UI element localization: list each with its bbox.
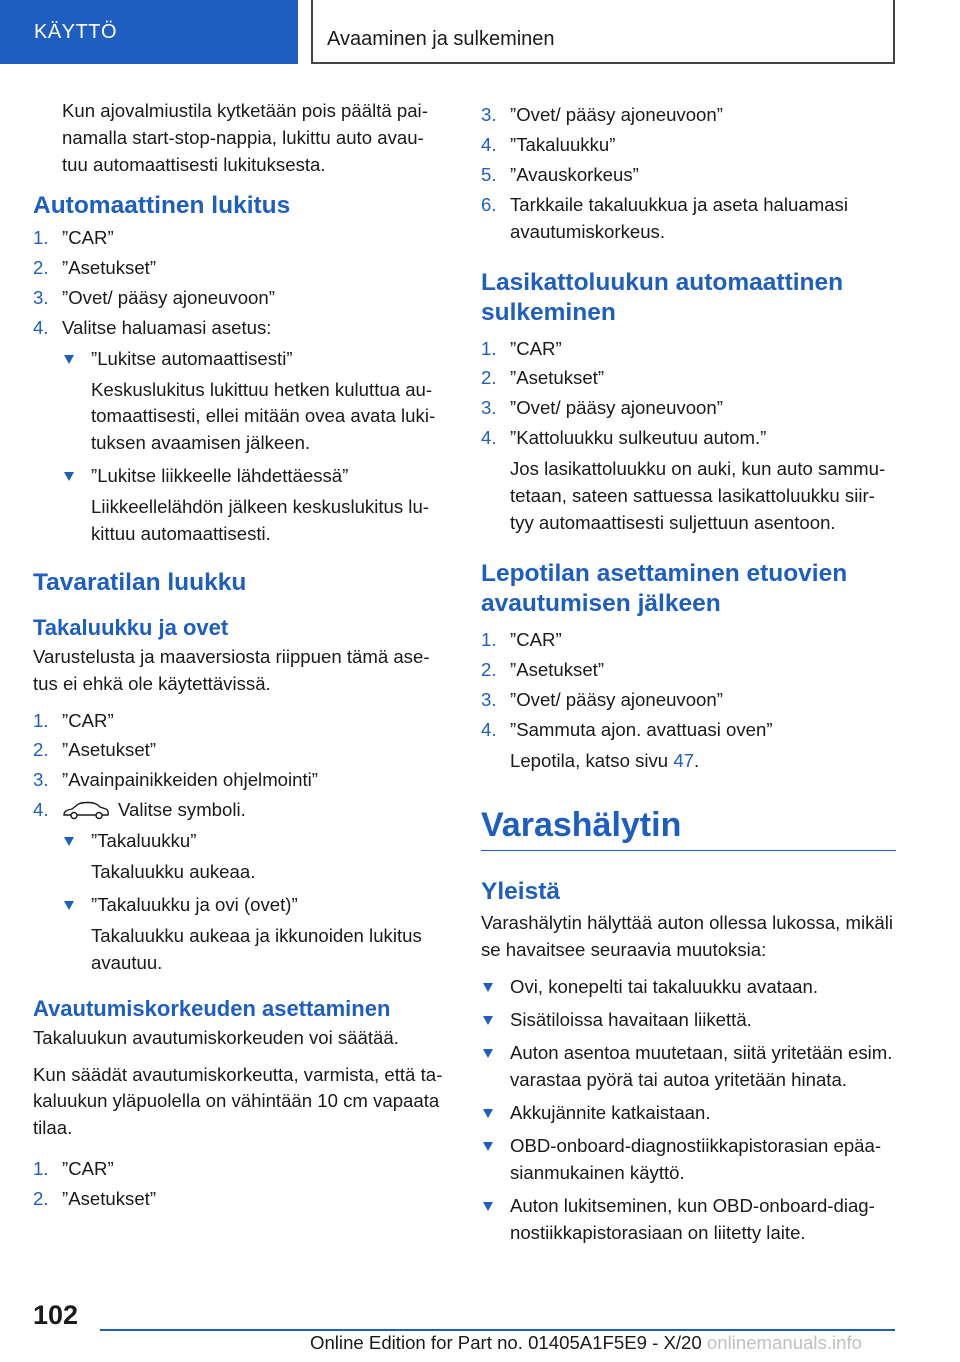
list-item: 1. ”CAR” xyxy=(33,1158,114,1180)
page-reference-link[interactable]: 47 xyxy=(673,749,694,771)
trunk-note: Varustelusta ja maaversiosta riippuen tämä ase-tus ei ehkä ole käytettävissä. xyxy=(33,645,430,694)
left-column xyxy=(33,98,448,1221)
rest-steps xyxy=(481,627,896,775)
list-item: 2. ”Asetukset” xyxy=(33,739,157,761)
heading-tailgate-doors: Takaluukku ja ovet xyxy=(33,615,229,641)
list-item: Akkujännite katkaistaan. xyxy=(481,1100,896,1127)
list-item: ”Lukitse automaattisesti” Keskuslukitus lukittuu hetken kuluttua au-tomaattisesti, ellei mitään ovea avata luki-tuksen avaamisen jälkeen. xyxy=(62,346,448,458)
list-item: 1. ”CAR” xyxy=(33,226,114,248)
rest-reference: Lepotila, katso sivu 47. xyxy=(510,749,700,771)
sunroof-steps xyxy=(481,336,896,538)
heading-rest-mode: Lepotilan asettaminen etuovien avautumisen jälkeen xyxy=(481,560,848,618)
header-title: Avaaminen ja sulkeminen xyxy=(327,28,555,50)
page-number: 102 xyxy=(33,1300,79,1330)
list-item: 4. Valitse haluamasi asetus: ”Lukitse automaattisesti” Keskuslukitus lukittuu hetken kuluttua au-tomaattisesti, ellei mitään ovea avata luki-tuksen avaamisen jälkeen. ”Lukitse liikkeelle lähdettäessä” Liikkeellelähdön jälkeen keskuslukitus lu-kittuu automaattisesti. xyxy=(33,315,448,549)
triangle-bullet-icon xyxy=(483,1016,493,1025)
list-item: 1. ”CAR” xyxy=(481,337,562,359)
list-item: 2. ”Asetukset” xyxy=(481,367,605,389)
list-item: Auton lukitseminen, kun OBD-onboard-diag-nostiikkapistorasiaan on liitetty laite. xyxy=(481,1193,896,1247)
list-item: 3. ”Ovet/ pääsy ajoneuvoon” xyxy=(481,688,723,710)
list-item: Sisätiloissa havaitaan liikettä. xyxy=(481,1007,896,1034)
header-title-box xyxy=(311,0,895,64)
list-item: 4. ”Kattoluukku sulkeutuu autom.” Jos lasikattoluukku on auki, kun auto sammu-tetaan, sateen sattuessa lasikattoluukku siir-tyy automaattisesti suljettuun asentoon. xyxy=(481,425,896,537)
triangle-bullet-icon xyxy=(64,472,74,481)
height-steps xyxy=(33,1156,448,1213)
list-item: ”Lukitse liikkeelle lähdettäessä” Liikkeellelähdön jälkeen keskuslukitus lu-kittuu automaattisesti. xyxy=(62,463,448,548)
alarm-intro: Varashälytin hälyttää auton ollessa lukossa, mikäli se havaitsee seuraavia muutoksia: xyxy=(481,912,894,961)
triangle-bullet-icon xyxy=(64,901,74,910)
list-item: Auton asentoa muutetaan, siitä yritetään esim. varastaa pyörä tai autoa yritetään hinata. xyxy=(481,1040,896,1094)
triangle-bullet-icon xyxy=(483,983,493,992)
triangle-bullet-icon xyxy=(483,1142,493,1151)
list-item: 3. ”Ovet/ pääsy ajoneuvoon” xyxy=(481,104,723,125)
heading-sunroof: Lasikattoluukun automaattinen sulkeminen xyxy=(481,268,844,326)
sunroof-description: Jos lasikattoluukku on auki, kun auto sammu-tetaan, sateen sattuessa lasikattoluukku siir-tyy automaattisesti suljettuun asentoon. xyxy=(510,458,886,534)
height-paragraph-1: Takaluukun avautumiskorkeuden voi säätää. xyxy=(33,1026,399,1048)
heading-opening-height: Avautumiskorkeuden asettaminen xyxy=(33,996,391,1022)
triangle-bullet-icon xyxy=(64,837,74,846)
height-steps-continued xyxy=(481,102,896,246)
list-item: 1. ”CAR” xyxy=(33,709,114,731)
list-item: 6. Tarkkaile takaluukkua ja aseta haluamasi avautumiskorkeus. xyxy=(481,193,848,242)
auto-lock-steps xyxy=(33,225,448,548)
list-item: ”Takaluukku” Takaluukku aukeaa. xyxy=(62,828,448,886)
triangle-bullet-icon xyxy=(483,1109,493,1118)
footer-divider xyxy=(100,1329,895,1331)
list-item: Ovi, konepelti tai takaluukku avataan. xyxy=(481,974,896,1001)
triangle-bullet-icon xyxy=(64,355,74,364)
list-item: 1. ”CAR” xyxy=(481,628,562,650)
trunk-options xyxy=(62,828,448,977)
triangle-bullet-icon xyxy=(483,1202,493,1211)
list-item: OBD-onboard-diagnostiikkapistorasian epäa-sianmukainen käyttö. xyxy=(481,1133,896,1187)
list-item: 3. ”Ovet/ pääsy ajoneuvoon” xyxy=(33,286,275,308)
triangle-bullet-icon xyxy=(483,1049,493,1058)
list-item: 2. ”Asetukset” xyxy=(33,1188,157,1210)
list-item: 4. Valitse symboli. ”Takaluukku” Takaluukku aukeaa. ”Takaluukku ja ovi (ovet)” Takaluukku aukeaa ja ikkunoiden lukitus avautuu. xyxy=(33,797,448,977)
right-column xyxy=(481,98,896,1253)
heading-alarm: Varashälytin xyxy=(481,805,896,851)
heading-auto-lock: Automaattinen lukitus xyxy=(33,191,291,219)
list-item: 3. ”Ovet/ pääsy ajoneuvoon” xyxy=(481,397,723,419)
trunk-steps xyxy=(33,708,448,978)
list-item: 4. ”Sammuta ajon. avattuasi oven” Lepotila, katso sivu 47. xyxy=(481,717,896,775)
list-item: 5. ”Avauskorkeus” xyxy=(481,163,639,185)
watermark: onlinemanuals.info xyxy=(706,1332,862,1353)
heading-general: Yleistä xyxy=(481,877,560,905)
list-item: ”Takaluukku ja ovi (ovet)” Takaluukku aukeaa ja ikkunoiden lukitus avautuu. xyxy=(62,892,448,977)
footer-edition: Online Edition for Part no. 01405A1F5E9 - X/20 onlinemanuals.info xyxy=(310,1332,862,1353)
auto-lock-options xyxy=(62,346,448,549)
height-paragraph-2: Kun säädät avautumiskorkeutta, varmista, että ta-kaluukun yläpuolella on vähintään 10 cm vapaata tilaa. xyxy=(33,1063,443,1139)
intro-paragraph: Kun ajovalmiustila kytketään pois päältä pai-namalla start-stop-nappia, lukittu auto avau-tuu automaattisesti lukituksesta. xyxy=(62,100,428,175)
list-item: 2. ”Asetukset” xyxy=(481,658,605,680)
list-item: 3. ”Avainpainikkeiden ohjelmointi” xyxy=(33,769,318,791)
header-section-tab: KÄYTTÖ xyxy=(0,0,298,64)
alarm-triggers xyxy=(481,974,896,1247)
heading-trunk: Tavaratilan luukku xyxy=(33,569,247,597)
list-item: 4. ”Takaluukku” xyxy=(481,133,616,155)
car-symbol-icon xyxy=(62,800,110,820)
list-item: 2. ”Asetukset” xyxy=(33,256,157,278)
